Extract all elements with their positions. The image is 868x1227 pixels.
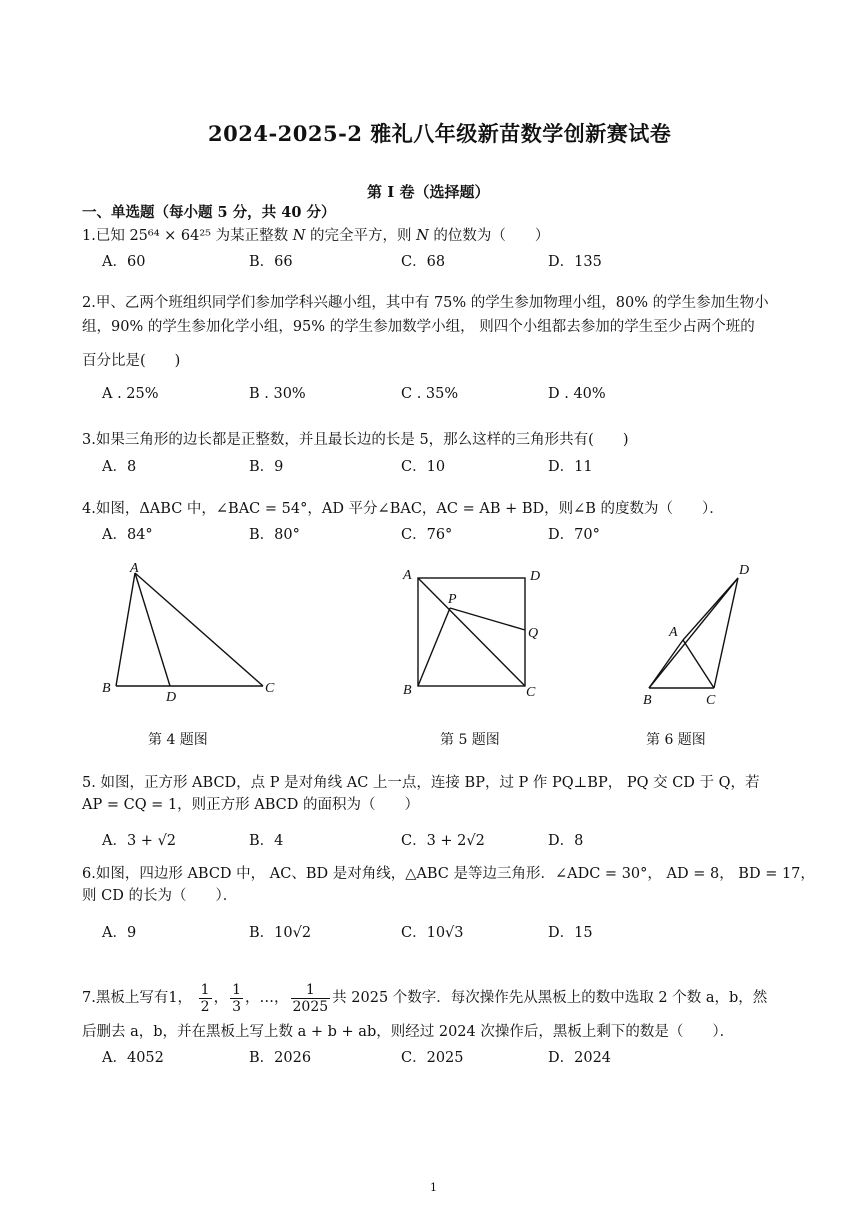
- fig5-label-d: D: [530, 569, 541, 584]
- q2-line-1: 2.甲、乙两个班组织同学们参加学科兴趣小组，其中有 75% 的学生参加物理小组，80% 的学生参加生物小: [82, 295, 769, 311]
- q6-line-1: 6.如图，四边形 ABCD 中， AC、BD 是对角线，△ABC 是等边三角形．∠ADC = 30°， AD = 8， BD = 17，: [82, 866, 815, 882]
- q6-option-d: D．15: [548, 925, 593, 941]
- fig5-caption: 第 5 题图: [440, 732, 500, 748]
- q1-option-c: C．68: [401, 254, 446, 270]
- fig6-caption: 第 6 题图: [646, 732, 706, 748]
- q7-f1-denominator: 2: [200, 998, 210, 1015]
- q1-stem-b: 为某正整数: [215, 228, 289, 244]
- q4-option-d: D．70°: [548, 527, 600, 543]
- fig6-segment-dc: [714, 578, 738, 688]
- q3-line-1: 3.如果三角形的边长都是正整数，并且最长边的长是 5，那么这样的三角形共有( ): [82, 432, 629, 448]
- q6-line-2: 则 CD 的长为（ ）．: [82, 888, 238, 904]
- q7-f1-numerator: 1: [200, 981, 210, 998]
- fig4-caption: 第 4 题图: [148, 732, 208, 748]
- q5-line-2: AP = CQ = 1，则正方形 ABCD 的面积为（ ）: [82, 797, 420, 813]
- q2-option-a: A . 25%: [102, 386, 159, 402]
- q2-option-d: D . 40%: [548, 386, 606, 402]
- fig4-label-c: C: [265, 681, 275, 696]
- figure-6: [635, 558, 765, 713]
- fig4-side-ac: [135, 573, 263, 686]
- q1-stem-d: 的位数为（ ）: [433, 228, 550, 244]
- page-number: 1: [430, 1181, 437, 1194]
- q3-option-c: C．10: [401, 459, 446, 475]
- page-title: 2024-2025-2 雅礼八年级新苗数学创新赛试卷: [208, 121, 672, 146]
- q7-dots: ，…，: [245, 990, 289, 1006]
- q6-option-b: B．10√2: [249, 925, 312, 941]
- fig6-label-a: A: [669, 625, 678, 640]
- q7-fraction-1-2025: [291, 982, 331, 1015]
- q7-option-d: D．2024: [548, 1050, 612, 1066]
- q7-option-b: B．2026: [249, 1050, 312, 1066]
- figure-5: [395, 560, 555, 705]
- q2-line-3: 百分比是( ): [82, 353, 181, 369]
- fig4-segment-ad: [135, 573, 170, 686]
- fig5-label-c: C: [526, 685, 536, 700]
- fig6-label-c: C: [706, 693, 716, 708]
- q2-line-2: 组，90% 的学生参加化学小组，95% 的学生参加数学小组， 则四个小组都去参加的学生至少占两个班的: [82, 319, 755, 335]
- q7-option-a: A．4052: [102, 1050, 164, 1066]
- fig6-segment-db: [649, 578, 738, 688]
- q1-option-a: A．60: [102, 254, 146, 270]
- fig6-segment-da: [683, 578, 738, 640]
- q5-option-b: B．4: [249, 833, 284, 849]
- q5-option-a: A．3 + √2: [102, 833, 177, 849]
- q4-option-b: B．80°: [249, 527, 300, 543]
- fig6-side-ac: [683, 640, 714, 688]
- figure-4: [95, 560, 295, 705]
- fig6-label-b: B: [643, 693, 652, 708]
- q7-prefix: 7.黑板上写有1，: [82, 990, 193, 1006]
- q4-option-c: C．76°: [401, 527, 453, 543]
- q2-option-c: C . 35%: [401, 386, 459, 402]
- section-heading: 一、单选题（每小题 5 分，共 40 分）: [82, 204, 336, 221]
- q3-option-a: A．8: [102, 459, 137, 475]
- q6-option-a: A．9: [102, 925, 137, 941]
- q7-f3-denominator: 2025: [292, 998, 329, 1015]
- q6-option-c: C．10√3: [401, 925, 464, 941]
- fig5-label-b: B: [403, 683, 412, 698]
- q7-fraction-1-2: [199, 982, 212, 1015]
- fig4-label-b: B: [102, 681, 111, 696]
- part-heading: 第 I 卷（选择题）: [367, 183, 490, 201]
- q1-option-d: D．135: [548, 254, 602, 270]
- fig5-label-q: Q: [528, 626, 539, 641]
- q7-f3-numerator: 1: [291, 982, 331, 999]
- q5-option-c: C．3 + 2√2: [401, 833, 485, 849]
- q1-stem-c: 的完全平方，则: [310, 228, 412, 244]
- q5-line-1: 5. 如图，正方形 ABCD，点 P 是对角线 AC 上一点，连接 BP，过 P 作 PQ⊥BP， PQ 交 CD 于 Q，若: [82, 775, 760, 791]
- q4-line-1: 4.如图，ΔABC 中，∠BAC = 54°，AD 平分∠BAC，AC = AB + BD，则∠B 的度数为（ ）．: [82, 501, 724, 517]
- q1-option-b: B．66: [249, 254, 293, 270]
- q7-line-1: 7.黑板上写有1， $\frac{1}{2}$ ， $\frac{1}{3}$ ，…， $\frac{1}{2025}$ 共 2025 个数字．每次操作先从黑板上的数中选取 2 个数 a，b，然: [82, 981, 768, 1015]
- q1-var: N: [292, 228, 306, 244]
- q3-option-b: B．9: [249, 459, 284, 475]
- question-1: [82, 226, 549, 246]
- q5-option-d: D．8: [548, 833, 584, 849]
- q1-stem-a: 1.已知: [82, 228, 125, 244]
- fig5-label-p: P: [448, 592, 457, 607]
- fig5-label-a: A: [403, 568, 412, 583]
- fig5-diagonal-ac: [418, 578, 525, 686]
- q7-line-2: 后删去 a，b，并在黑板上写上数 a + b + ab，则经过 2024 次操作后，黑板上剩下的数是（ ）．: [82, 1024, 735, 1040]
- q1-var-2: N: [416, 228, 429, 244]
- q4-option-a: A．84°: [102, 527, 153, 543]
- q7-fraction-1-3: [230, 982, 243, 1015]
- fig4-side-ab: [116, 573, 135, 686]
- fig5-segment-pq: [450, 608, 525, 630]
- fig5-segment-bp: [418, 608, 450, 686]
- q7-option-c: C．2025: [401, 1050, 464, 1066]
- q1-expr: 25⁶⁴ × 64²⁵: [129, 228, 211, 244]
- fig6-label-d: D: [739, 563, 750, 578]
- q7-rest: 共 2025 个数字．每次操作先从黑板上的数中选取 2 个数 a，b，然: [332, 990, 768, 1006]
- fig6-side-ab: [649, 640, 683, 688]
- q7-f2-numerator: 1: [232, 981, 242, 998]
- fig4-label-d: D: [166, 690, 177, 705]
- fig4-label-a: A: [130, 561, 139, 576]
- q7-f2-denominator: 3: [232, 998, 242, 1015]
- q2-option-b: B . 30%: [249, 386, 306, 402]
- q3-option-d: D．11: [548, 459, 593, 475]
